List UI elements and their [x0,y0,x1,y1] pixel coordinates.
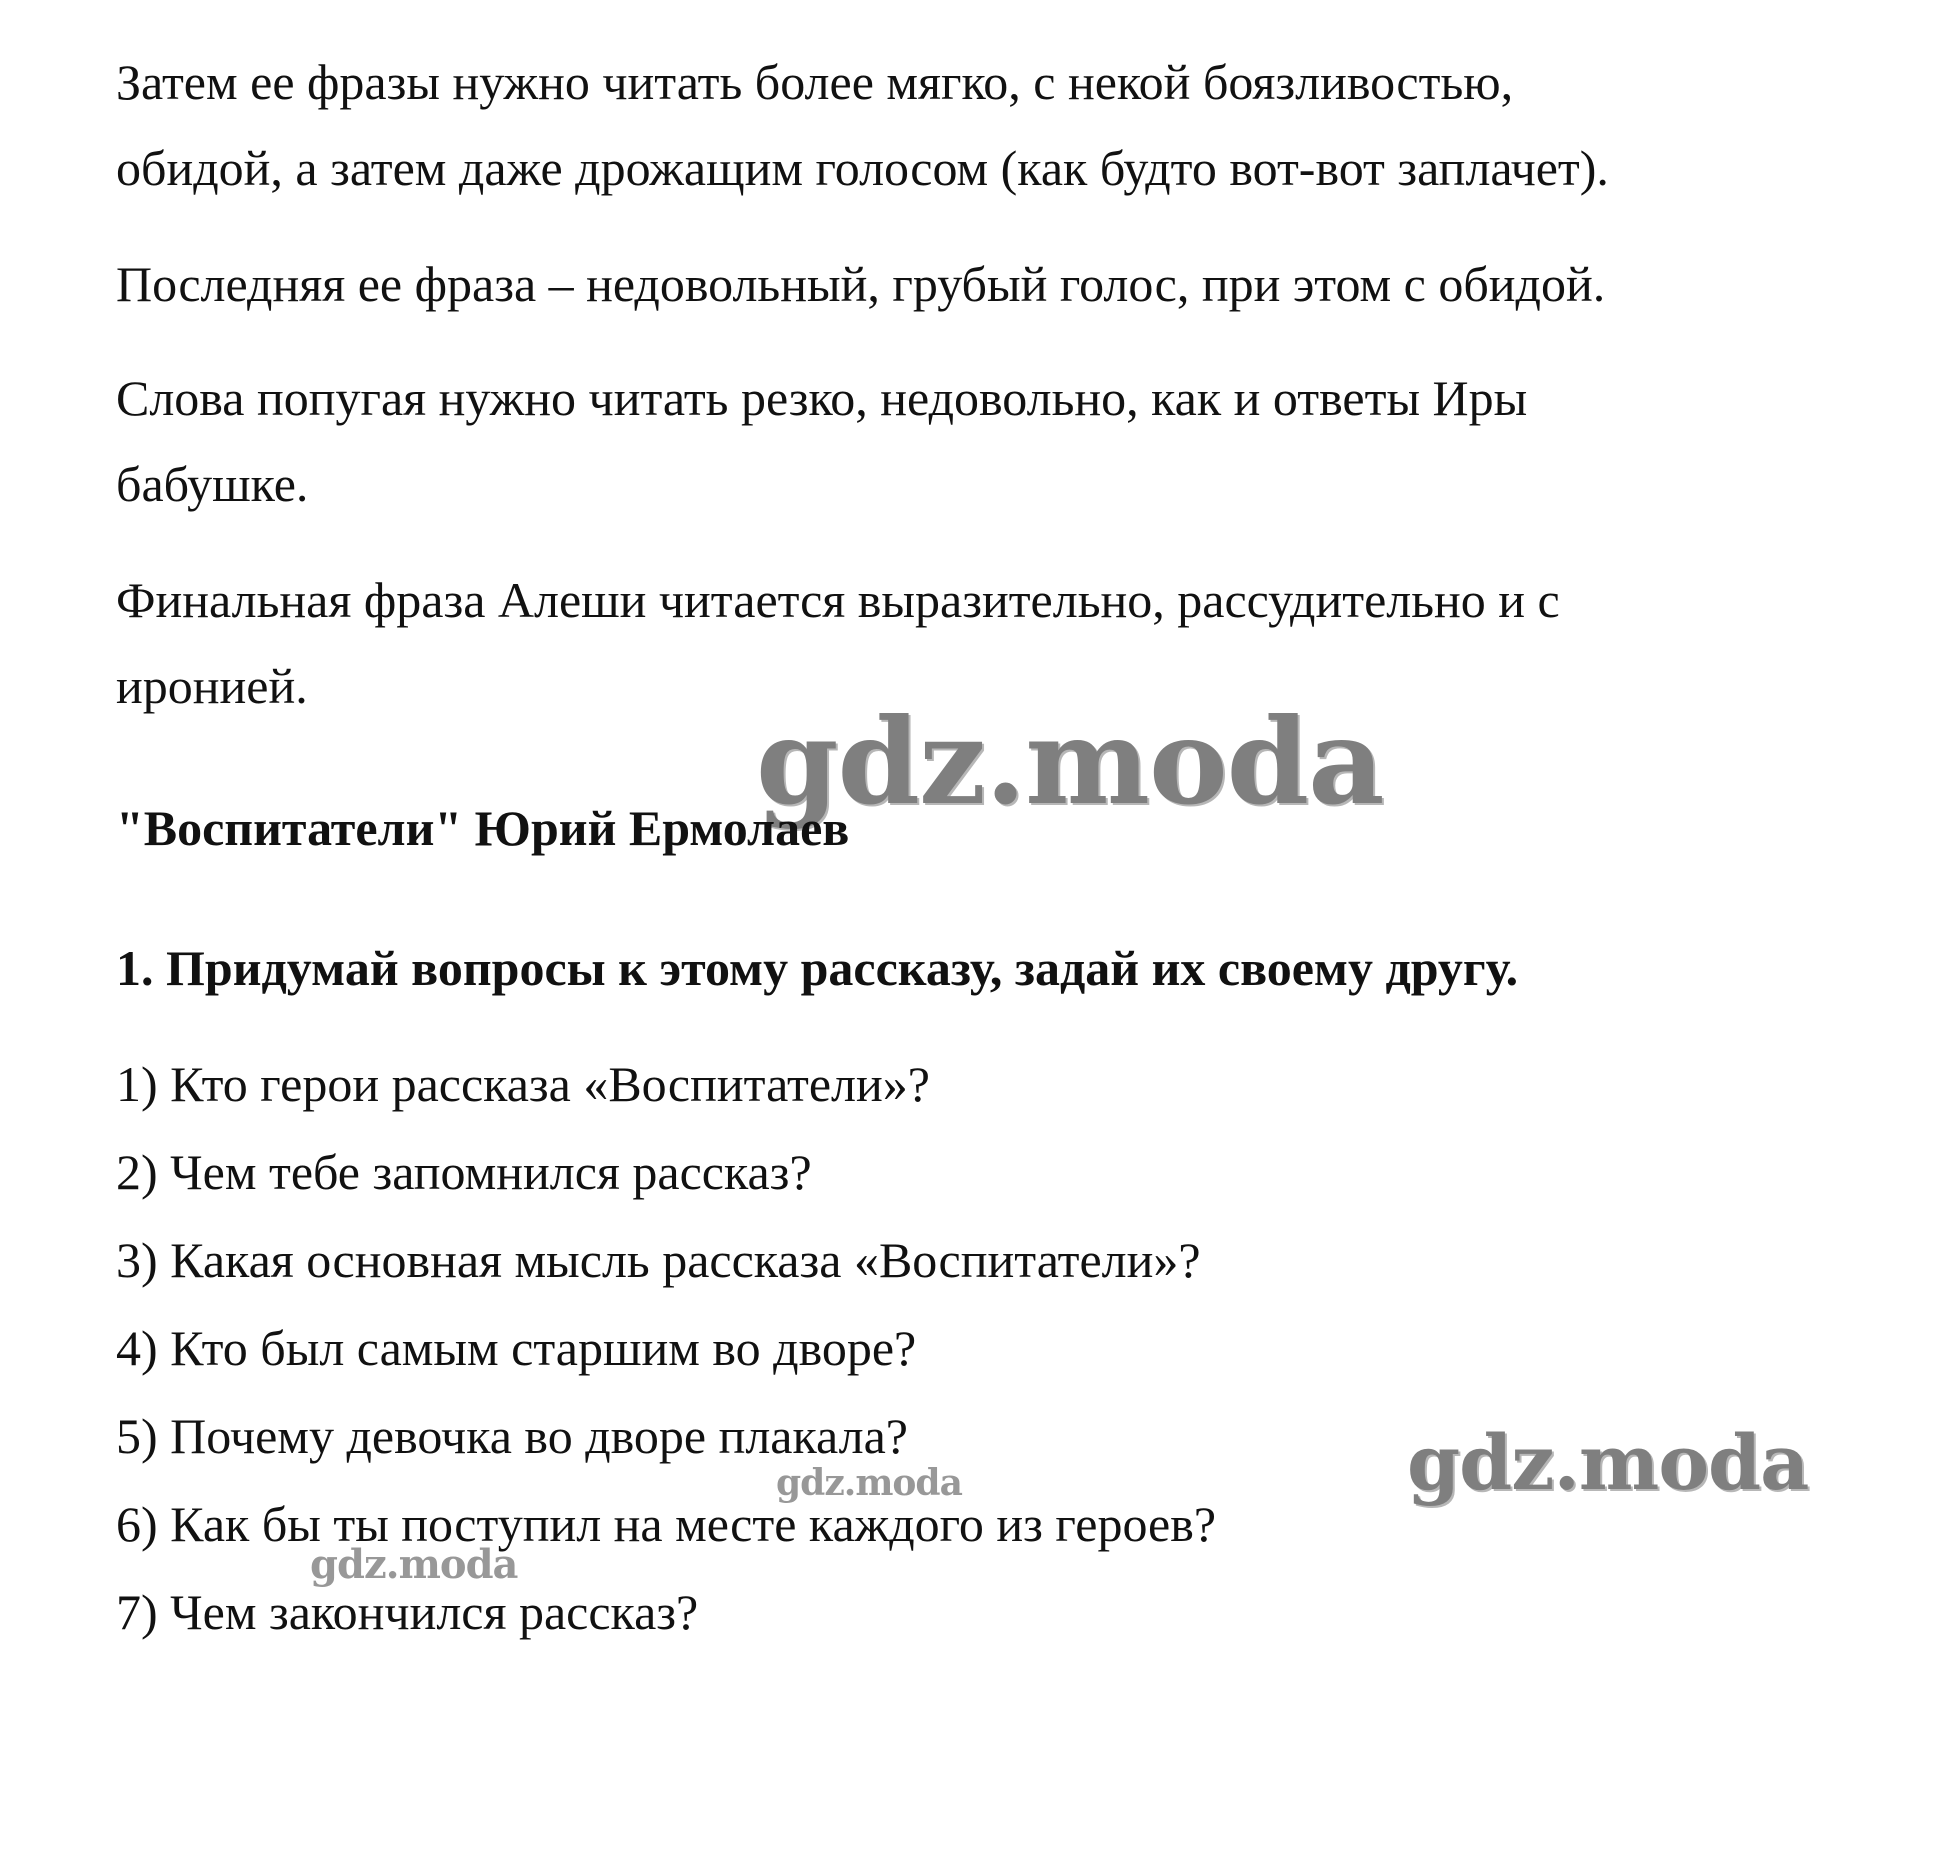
paragraph-4-line-1: Финальная фраза Алеши читается выразительно, рассудительно и с [116,572,1560,628]
question-5: 5) Почему девочка во дворе плакала? [116,1408,908,1464]
watermark-small-middle: gdz.moda [776,1462,962,1504]
watermark-small-left: gdz.moda [310,1541,518,1588]
question-2: 2) Чем тебе запомнился рассказ? [116,1144,812,1200]
question-3: 3) Какая основная мысль рассказа «Воспитатели»? [116,1232,1201,1288]
question-4: 4) Кто был самым старшим во дворе? [116,1320,917,1376]
paragraph-3-line-2: бабушке. [116,456,309,512]
watermark-large: gdz.moda [756,692,1384,831]
paragraph-3-line-1: Слова попугая нужно читать резко, недовольно, как и ответы Иры [116,370,1528,426]
paragraph-4-line-2: иронией. [116,658,308,714]
paragraph-1-line-1: Затем ее фразы нужно читать более мягко, с некой боязливостью, [116,54,1514,110]
question-1: 1) Кто герои рассказа «Воспитатели»? [116,1056,930,1112]
paragraph-1-line-2: обидой, а затем даже дрожащим голосом (как будто вот-вот заплачет). [116,140,1609,196]
paragraph-2: Последняя ее фраза – недовольный, грубый голос, при этом с обидой. [116,256,1606,312]
question-7: 7) Чем закончился рассказ? [116,1584,699,1640]
question-6: 6) Как бы ты поступил на месте каждого из героев? [116,1496,1217,1552]
story-title: "Воспитатели" Юрий Ермолаев [116,800,850,856]
watermark-right: gdz.moda [1407,1418,1809,1507]
task-heading: 1. Придумай вопросы к этому рассказу, задай их своему другу. [116,940,1519,996]
